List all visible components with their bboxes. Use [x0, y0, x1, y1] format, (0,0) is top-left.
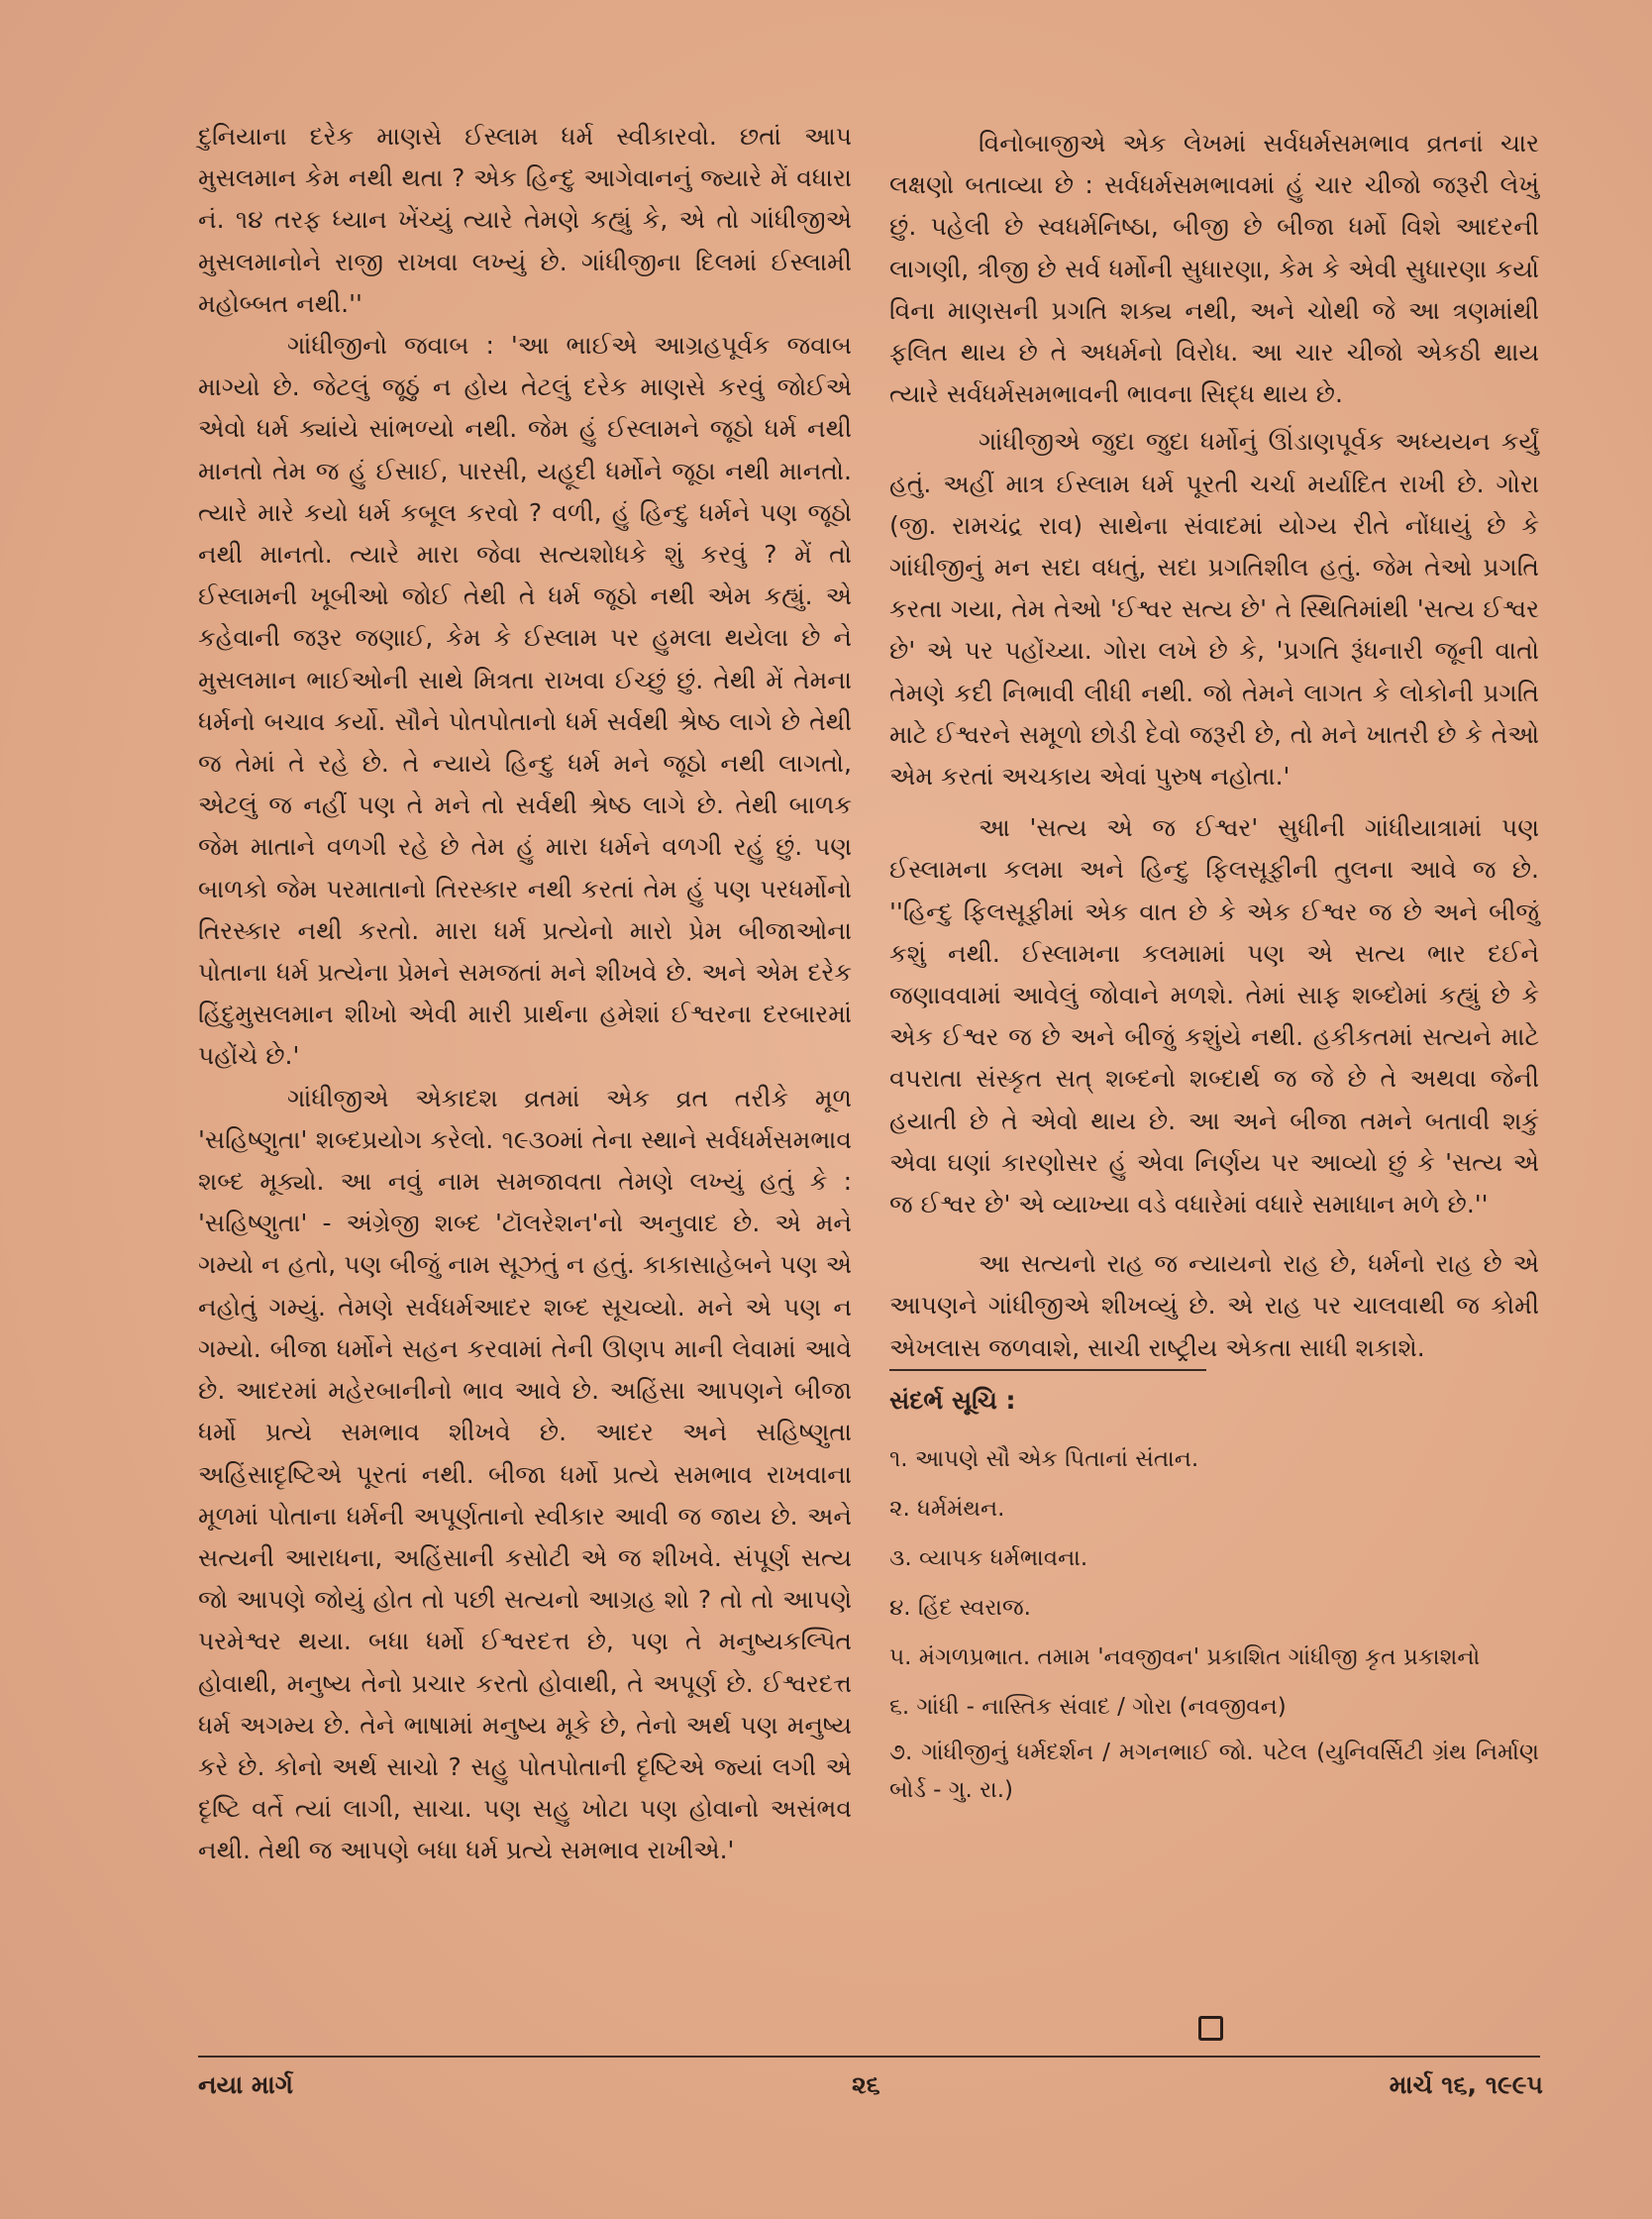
left-column [198, 116, 852, 1872]
body-paragraph: ગાંધીજીનો જવાબ : 'આ ભાઈએ આગ્રહપૂર્વક જવાબ માગ્યો છે. જેટલું જૂઠું ન હોય તેટલું દરેક માણસે કરવું જોઈએ એવો ધર્મ ક્યાંયે સાંભળ્યો નથી. જેમ હું ઈસ્લામને જૂઠો ધર્મ નથી માનતો તેમ જ હું ઈસાઈ, પારસી, યહૂદી ધર્મોને જૂઠા નથી માનતો. ત્યારે મારે કયો ધર્મ કબૂલ કરવો ? વળી, હું હિન્દુ ધર્મને પણ જૂઠો નથી માનતો. ત્યારે મારા જેવા સત્યશોધકે શું કરવું ? મેં તો ઈસ્લામની ખૂબીઓ જોઈ તેથી તે ધર્મ જૂઠો નથી એમ કહ્યું. એ કહેવાની જરૂર જણાઈ, કેમ કે ઈસ્લામ પર હુમલા થયેલા છે ને મુસલમાન ભાઈઓની સાથે મિત્રતા રાખવા ઈચ્છું છું. તેથી મેં તેમના ધર્મનો બચાવ કર્યો. સૌને પોતપોતાનો ધર્મ સર્વથી શ્રેષ્ઠ લાગે છે તેથી જ તેમાં તે રહે છે. તે ન્યાયે હિન્દુ ધર્મ મને જૂઠો નથી લાગતો, એટલું જ નહીં પણ તે મને તો સર્વથી શ્રેષ્ઠ લાગે છે. તેથી બાળક જેમ માતાને વળગી રહે છે તેમ હું મારા ધર્મને વળગી રહું છું. પણ બાળકો જેમ પરમાતાનો તિરસ્કાર નથી કરતાં તેમ હું પણ પરધર્મોનો તિરસ્કાર નથી કરતો. મારા ધર્મ પ્રત્યેનો મારો પ્રેમ બીજાઓના પોતાના ધર્મ પ્રત્યેના પ્રેમને સમજતાં મને શીખવે છે. અને એમ દરેક હિંદુમુસલમાન શીખો એવી મારી પ્રાર્થના હમેશાં ઈશ્વરના દરબારમાં પહોંચે છે.' [198, 331, 852, 1071]
reference-item: ૧. આપણે સૌ એક પિતાનાં સંતાન. [889, 1445, 1199, 1472]
reference-item: ૨. ધર્મમંથન. [889, 1495, 1005, 1522]
end-of-article-mark [1198, 2016, 1223, 2041]
right-column [889, 123, 1539, 1813]
reference-item: ૩. વ્યાપક ધર્મભાવના. [889, 1544, 1088, 1571]
references-section [889, 1379, 1539, 1809]
references-heading: સંદર્ભ સૂચિ : [889, 1385, 1016, 1415]
reference-item: ૫. મંગળપ્રભાત. તમામ 'નવજીવન' પ્રકાશિત ગાંધીજી કૃત પ્રકાશનો [889, 1643, 1481, 1670]
footer-date: માર્ચ ૧૬, ૧૯૯૫ [1389, 2070, 1543, 2099]
body-paragraph: વિનોબાજીએ એક લેખમાં સર્વધર્મસમભાવ વ્રતનાં ચાર લક્ષણો બતાવ્યા છે : સર્વધર્મસમભાવમાં હું ચાર ચીજો જરૂરી લેખું છું. પહેલી છે સ્વધર્મનિષ્ઠા, બીજી છે બીજા ધર્મો વિશે આદરની લાગણી, ત્રીજી છે સર્વ ધર્મોની સુધારણા, કેમ કે એવી સુધારણા કર્યા વિના માણસની પ્રગતિ શક્ય નથી, અને ચોથી જે આ ત્રણમાંથી ફલિત થાય છે તે અધર્મનો વિરોધ. આ ચાર ચીજો એકઠી થાય ત્યારે સર્વધર્મસમભાવની ભાવના સિદ્ધ થાય છે. [889, 129, 1539, 409]
footer-divider [198, 2056, 1540, 2058]
footer-publication-name: નયા માર્ગ [198, 2070, 293, 2099]
body-paragraph: દુનિયાના દરેક માણસે ઈસ્લામ ધર્મ સ્વીકારવો. છતાં આપ મુસલમાન કેમ નથી થતા ? એક હિન્દુ આગેવાનનું જ્યારે મેં વધારા નં. ૧૪ તરફ ધ્યાન ખેંચ્યું ત્યારે તેમણે કહ્યું કે, એ તો ગાંધીજીએ મુસલમાનોને રાજી રાખવા લખ્યું છે. ગાંધીજીના દિલમાં ઈસ્લામી મહોબ્બત નથી.'' [198, 122, 852, 318]
body-paragraph: આ 'સત્ય એ જ ઈશ્વર' સુધીની ગાંધીયાત્રામાં પણ ઈસ્લામના કલમા અને હિન્દુ ફિલસૂફીની તુલના આવે જ છે. ''હિન્દુ ફિલસૂફીમાં એક વાત છે કે એક ઈશ્વર જ છે અને બીજું કશું નથી. ઈસ્લામના કલમામાં પણ એ સત્ય ભાર દઈને જણાવવામાં આવેલું જોવાને મળશે. તેમાં સાફ શબ્દોમાં કહ્યું છે કે એક ઈશ્વર જ છે અને બીજું કશુંયે નથી. હકીકતમાં સત્યને માટે વપરાતા સંસ્કૃત સત્ શબ્દનો શબ્દાર્થ જ જે છે તે અથવા જેની હયાતી છે તે એવો થાય છે. આ અને બીજા તમને બતાવી શકું એવા ઘણાં કારણોસર હું એવા નિર્ણય પર આવ્યો છું કે 'સત્ય એ જ ઈશ્વર છે' એ વ્યાખ્યા વડે વધારેમાં વધારે સમાધાન મળે છે.'' [889, 813, 1539, 1219]
body-paragraph: ગાંધીજીએ જુદા જુદા ધર્મોનું ઊંડાણપૂર્વક અધ્યયન કર્યું હતું. અહીં માત્ર ઈસ્લામ ધર્મ પૂરતી ચર્ચા મર્યાદિત રાખી છે. ગોરા (જી. રામચંદ્ર રાવ) સાથેના સંવાદમાં યોગ્ય રીતે નોંધાયું છે કે ગાંધીજીનું મન સદા વધતું, સદા પ્રગતિશીલ હતું. જેમ તેઓ પ્રગતિ કરતા ગયા, તેમ તેઓ 'ઈશ્વર સત્ય છે' તે સ્થિતિમાંથી 'સત્ય ઈશ્વર છે' એ પર પહોંચ્યા. ગોરા લખે છે કે, 'પ્રગતિ રૂંધનારી જૂની વાતો તેમણે કદી નિભાવી લીધી નથી. જો તેમને લાગત કે લોકોની પ્રગતિ માટે ઈશ્વરને સમૂળો છોડી દેવો જરૂરી છે, તો મને ખાતરી છે કે તેઓ એમ કરતાં અચકાય એવાં પુરુષ નહોતા.' [889, 427, 1539, 792]
reference-item: ૭. ગાંધીજીનું ધર્મદર્શન / મગનભાઈ જો. પટેલ (યુનિવર્સિટી ગ્રંથ નિર્માણ બોર્ડ - ગુ. રા.) [889, 1739, 1539, 1803]
body-paragraph: ગાંધીજીએ એકાદશ વ્રતમાં એક વ્રત તરીકે મૂળ 'સહિષ્ણુતા' શબ્દપ્રયોગ કરેલો. ૧૯૩૦માં તેના સ્થાને સર્વધર્મસમભાવ શબ્દ મૂક્યો. આ નવું નામ સમજાવતા તેમણે લખ્યું હતું કે : 'સહિષ્ણુતા' - અંગ્રેજી શબ્દ 'ટૉલરેશન'નો અનુવાદ છે. એ મને ગમ્યો ન હતો, પણ બીજું નામ સૂઝતું ન હતું. કાકાસાહેબને પણ એ નહોતું ગમ્યું. તેમણે સર્વધર્મઆદર શબ્દ સૂચવ્યો. મને એ પણ ન ગમ્યો. બીજા ધર્મોને સહન કરવામાં તેની ઊણપ માની લેવામાં આવે છે. આદરમાં મહેરબાનીનો ભાવ આવે છે. અહિંસા આપણને બીજા ધર્મો પ્રત્યે સમભાવ શીખવે છે. આદર અને સહિષ્ણુતા અહિંસાદૃષ્ટિએ પૂરતાં નથી. બીજા ધર્મો પ્રત્યે સમભાવ રાખવાના મૂળમાં પોતાના ધર્મની અપૂર્ણતાનો સ્વીકાર આવી જ જાય છે. અને સત્યની આરાધના, અહિંસાની કસોટી એ જ શીખવે. સંપૂર્ણ સત્ય જો આપણે જોયું હોત તો પછી સત્યનો આગ્રહ શો ? તો તો આપણે પરમેશ્વર થયા. બધા ધર્મો ઈશ્વરદત્ત છે, પણ તે મનુષ્યકલ્પિત હોવાથી, મનુષ્ય તેનો પ્રચાર કરતો હોવાથી, તે અપૂર્ણ છે. ઈશ્વરદત્ત ધર્મ અગમ્ય છે. તેને ભાષામાં મનુષ્ય મૂકે છે, તેનો અર્થ પણ મનુષ્ય કરે છે. કોનો અર્થ સાચો ? સહુ પોતપોતાની દૃષ્ટિએ જ્યાં લગી એ દૃષ્ટિ વર્તે ત્યાં લાગી, સાચા. પણ સહુ ખોટા પણ હોવાનો અસંભવ નથી. તેથી જ આપણે બધા ધર્મ પ્રત્યે સમભાવ રાખીએ.' [198, 1083, 852, 1865]
reference-item: ૪. હિંદ સ્વરાજ. [889, 1594, 1031, 1621]
references-divider [889, 1369, 1206, 1371]
references-list [889, 1436, 1539, 1809]
body-paragraph: આ સત્યનો રાહ જ ન્યાયનો રાહ છે, ધર્મનો રાહ છે એ આપણને ગાંધીજીએ શીખવ્યું છે. એ રાહ પર ચાલવાથી જ કોમી એખલાસ જળવાશે, સાચી રાષ્ટ્રીય એકતા સાધી શકાશે. [889, 1249, 1539, 1362]
footer-page-number: ૨૬ [852, 2070, 880, 2099]
reference-item: ૬. ગાંધી - નાસ્તિક સંવાદ / ગોરા (નવજીવન) [889, 1693, 1287, 1720]
